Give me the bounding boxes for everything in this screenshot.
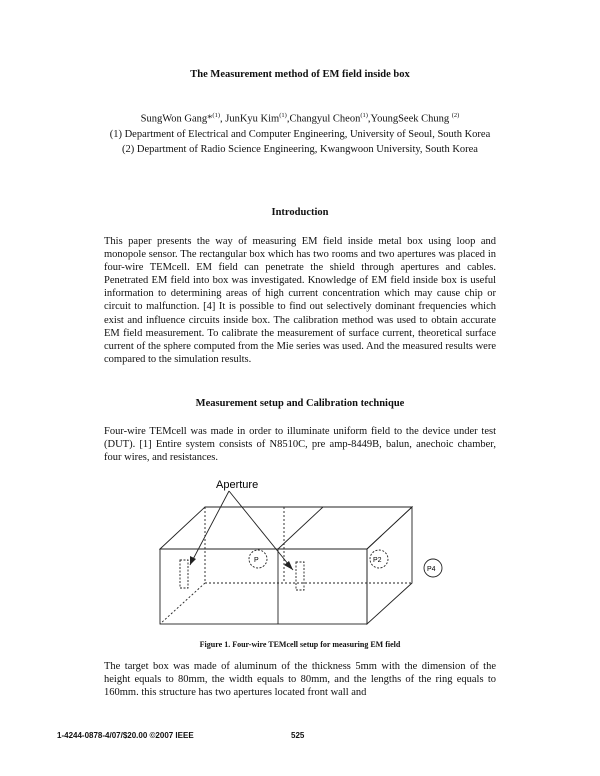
- author-affiliation-mark: (1): [279, 112, 287, 119]
- author-name: Changyul Cheon: [289, 113, 361, 125]
- author-name: YoungSeek Chung: [370, 113, 450, 125]
- author-separator: ,: [367, 113, 371, 125]
- arrowhead-1: [190, 556, 196, 565]
- author-affiliation-mark: (1): [212, 112, 221, 119]
- arrowhead-2: [284, 561, 293, 570]
- measurement-setup-paragraph: Four-wire TEMcell was made in order to illuminate uniform field to the device under test (DUT). [1] Entire system consists of N8510C, pre amp-8449B, balun, anechoic chamber, four wires, and resistances.: [104, 426, 496, 464]
- probe-label-p2: P2: [373, 557, 382, 564]
- aperture-arrow-2: [229, 491, 293, 570]
- box-right-face: [367, 507, 412, 624]
- author-separator: ,: [220, 113, 226, 125]
- post-figure-paragraph: The target box was made of aluminum of the thickness 5mm with the dimension of the height equals to 80mm, the width equals to 80mm, and the lengths of the ring equals to 160mm. this structure has two apertures located front wall and: [104, 661, 496, 699]
- section-heading-measurement-setup: Measurement setup and Calibration technique: [195, 398, 405, 409]
- affiliation-1: (1) Department of Electrical and Computer Engineering, University of Seoul, South Korea: [109, 128, 491, 140]
- author-line: [100, 108, 500, 127]
- author-name: SungWon Gang*: [140, 113, 213, 125]
- figure-drawing: [150, 474, 450, 634]
- paper-title: The Measurement method of EM field inside box: [190, 69, 410, 80]
- aperture-room-2: [296, 562, 304, 590]
- aperture-arrow-1: [190, 491, 229, 565]
- figure-caption: Figure 1. Four-wire TEMcell setup for measuring EM field: [199, 640, 401, 649]
- author-separator: ,: [286, 113, 290, 125]
- room-divider-top: [278, 507, 323, 549]
- author-name: JunKyu Kim: [225, 113, 280, 125]
- author-affiliation-mark: (2): [451, 112, 460, 119]
- footer-copyright: 1-4244-0878-4/07/$20.00 ©2007 IEEE: [57, 731, 194, 740]
- author-affiliation-mark: (1): [360, 112, 368, 119]
- author-block: [100, 108, 500, 157]
- aperture-label: Aperture: [216, 479, 259, 491]
- section-heading-introduction: Introduction: [271, 207, 329, 218]
- aperture-room-1: [180, 560, 188, 588]
- box-back-edge: [160, 507, 205, 624]
- probe-label-p1: P: [254, 557, 259, 564]
- figure-temcell-setup: [150, 474, 450, 634]
- footer-page-number: 525: [291, 731, 305, 740]
- probe-label-p4: P4: [427, 566, 436, 573]
- introduction-paragraph: This paper presents the way of measuring EM field inside metal box using loop and monopole sensor. The rectangular box which has two rooms and two apertures was placed in four-wire TEMcell. EM field can penetrate the shield through apertures and cables. Penetrated EM field into box was investigated. Knowledge of EM field inside box is useful information to determining areas of high current concentration which may cause chip or circuit to malfunction. [4] It is possible to find out selectively dominant frequencies which exist and influence circuits inside box. The calibration method was used to obtain accurate EM field measurement. To calibrate the measurement of surface current, theoretical surface current of the sphere computed from the Mie series was used. And the measured results were compared to the simulation results.: [104, 236, 496, 365]
- affiliation-2: (2) Department of Radio Science Engineering, Kwangwoon University, South Korea: [122, 143, 478, 155]
